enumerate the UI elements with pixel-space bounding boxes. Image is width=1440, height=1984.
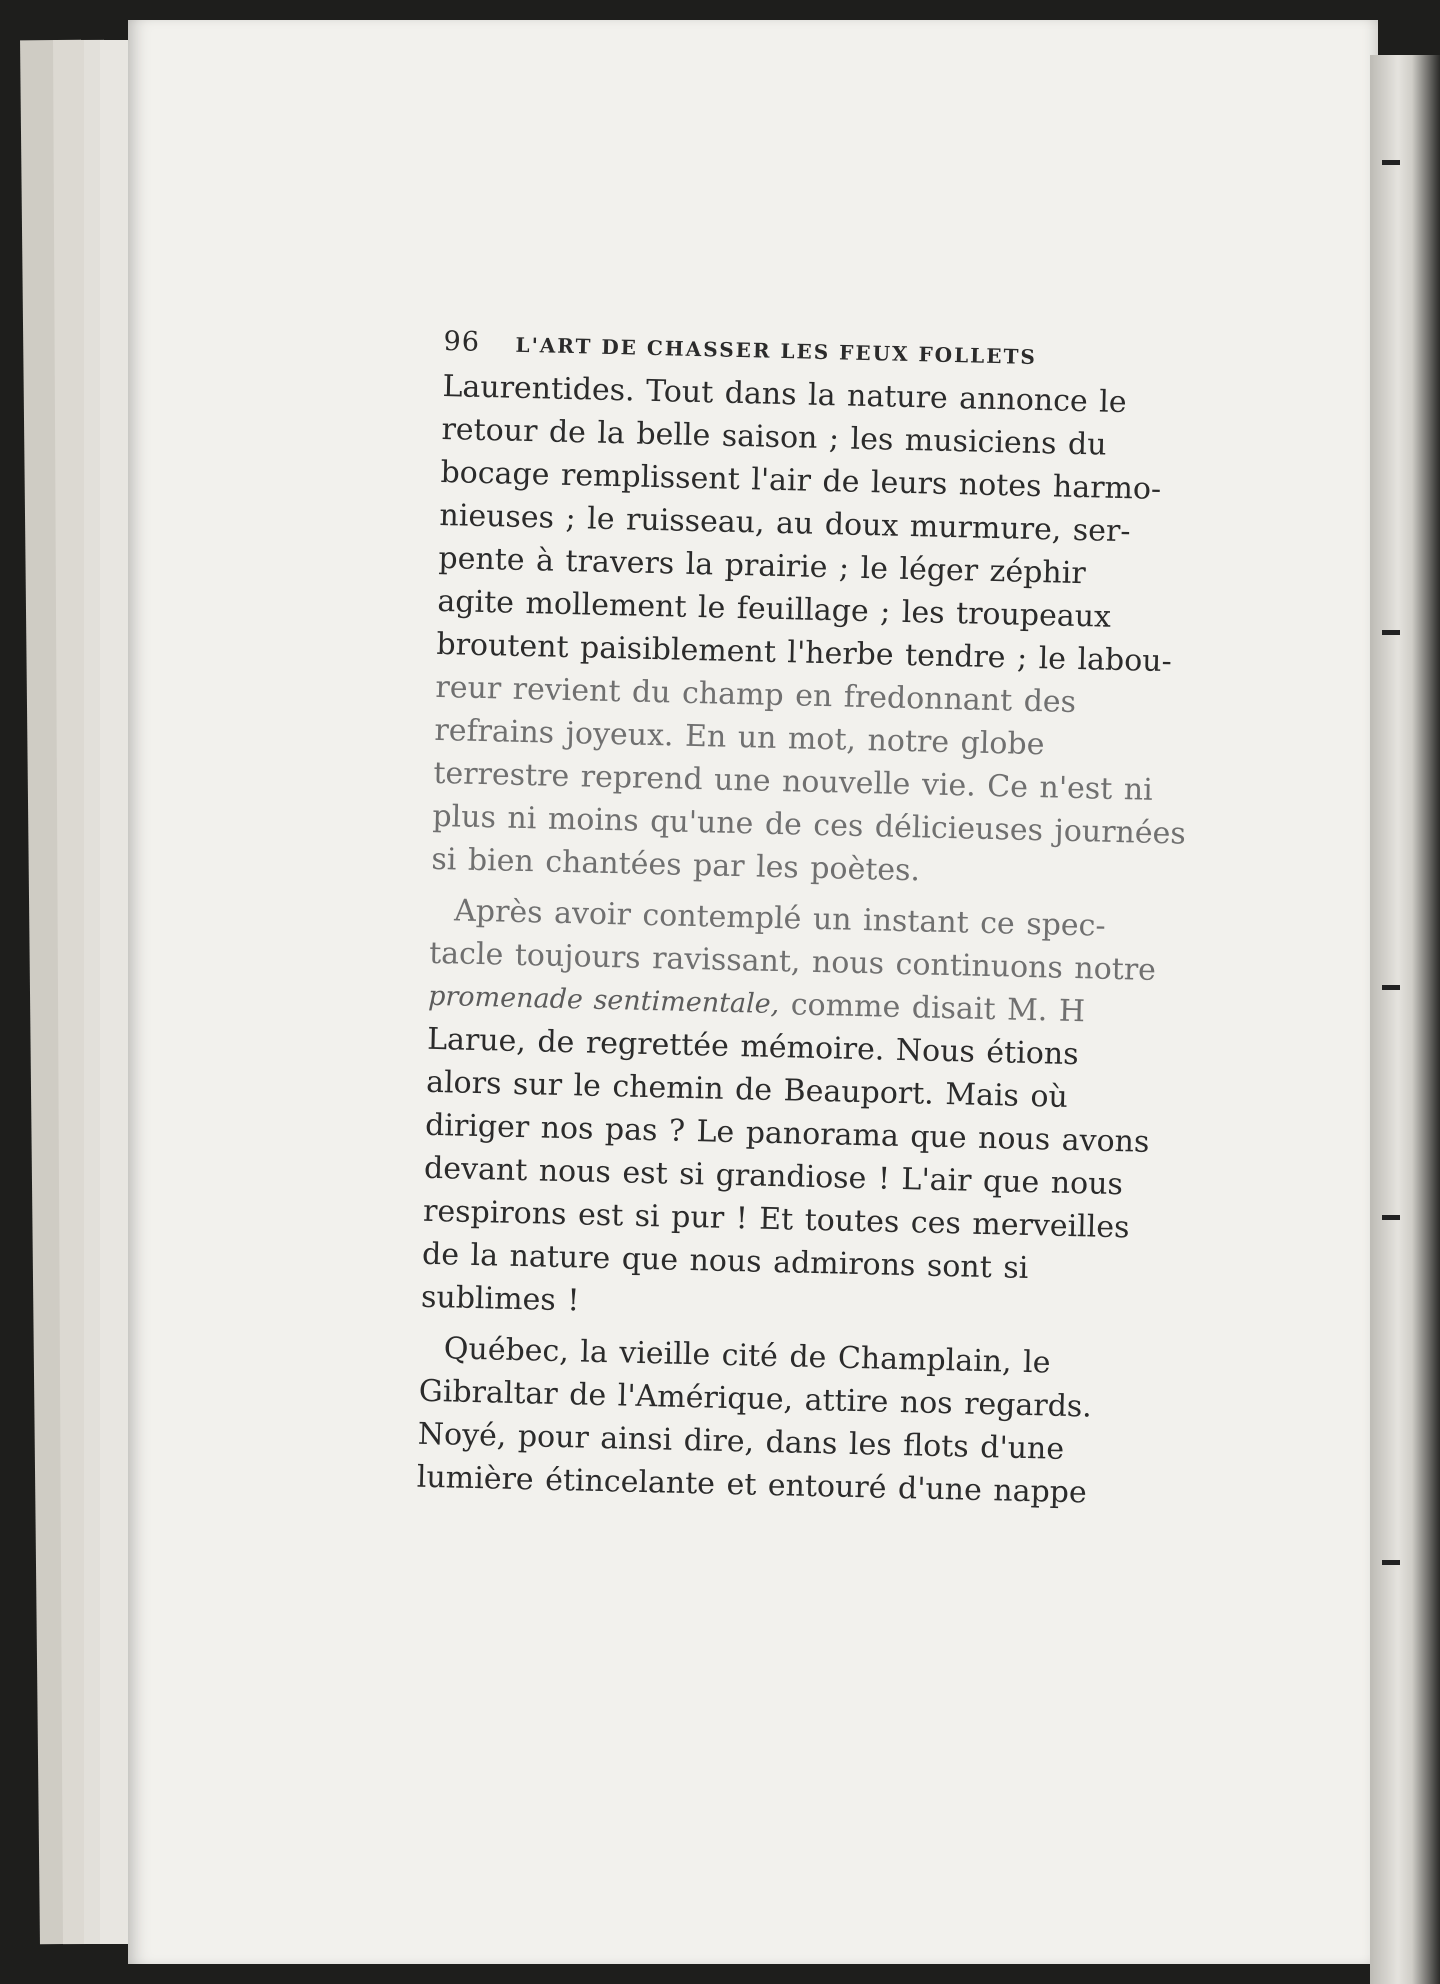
text-line: devant nous est si grandiose ! L'air que nous bbox=[423, 1150, 1124, 1203]
text-line: lumière étincelante et entouré d'une nappe bbox=[416, 1459, 1088, 1511]
binding-thread bbox=[1382, 630, 1400, 635]
running-title: L'ART DE CHASSER LES FEUX FOLLETS bbox=[515, 332, 1038, 369]
text-line: nieuses ; le ruisseau, au doux murmure, ser- bbox=[439, 497, 1131, 550]
text-line: bocage remplissent l'air de leurs notes harmo- bbox=[440, 454, 1162, 507]
text-line: si bien chantées par les poètes. bbox=[431, 841, 921, 889]
paragraph-3 bbox=[416, 1327, 1140, 1516]
page-number: 96 bbox=[443, 326, 481, 358]
book-page bbox=[128, 20, 1378, 1964]
text-line: Gibraltar de l'Amérique, attire nos regards. bbox=[418, 1373, 1093, 1425]
binding-thread bbox=[1382, 160, 1400, 165]
paragraph-2 bbox=[420, 889, 1157, 1336]
binding-thread bbox=[1382, 985, 1400, 990]
text-line: Larue, de regrettée mémoire. Nous étions bbox=[426, 1021, 1079, 1073]
text-line: broutent paisiblement l'herbe tendre ; le labou- bbox=[436, 626, 1173, 680]
binding-thread bbox=[1382, 1560, 1400, 1565]
text-line: Après avoir contemplé un instant ce spec- bbox=[453, 893, 1106, 944]
text-line: agite mollement le feuillage ; les troupeaux bbox=[437, 583, 1112, 635]
text-line: Laurentides. Tout dans la nature annonce le bbox=[442, 368, 1128, 421]
text-line: terrestre reprend une nouvelle vie. Ce n'est ni bbox=[433, 755, 1154, 808]
text-line: plus ni moins qu'une de ces délicieuses journées bbox=[432, 798, 1187, 852]
text-line: pente à travers la prairie ; le léger zéphir bbox=[438, 540, 1087, 592]
text-line: tacle toujours ravissant, nous continuons notre bbox=[428, 935, 1157, 988]
text-line: diriger nos pas ? Le panorama que nous avons bbox=[424, 1107, 1150, 1160]
text-fragment: comme disait M. H bbox=[778, 987, 1086, 1030]
paragraph-1 bbox=[431, 365, 1187, 898]
text-line: de la nature que nous admirons sont si bbox=[421, 1236, 1029, 1287]
book-binding bbox=[1370, 55, 1440, 1984]
page-edge bbox=[100, 40, 131, 1944]
binding-thread bbox=[1382, 1215, 1400, 1220]
text-line: alors sur le chemin de Beauport. Mais où bbox=[425, 1064, 1069, 1115]
text-line: Québec, la vieille cité de Champlain, le bbox=[443, 1331, 1051, 1381]
text-line: refrains joyeux. En un mot, notre globe bbox=[434, 712, 1045, 763]
italic-phrase: promenade sentimentale, bbox=[427, 980, 780, 1021]
text-line: retour de la belle saison ; les musiciens du bbox=[441, 411, 1107, 463]
text-line: reur revient du champ en fredonnant des bbox=[435, 669, 1077, 720]
text-line: sublimes ! bbox=[420, 1279, 580, 1319]
text-block bbox=[416, 326, 1187, 1516]
text-line: respirons est si pur ! Et toutes ces merveilles bbox=[422, 1193, 1130, 1246]
text-line: Noyé, pour ainsi dire, dans les flots d'une bbox=[417, 1416, 1065, 1467]
